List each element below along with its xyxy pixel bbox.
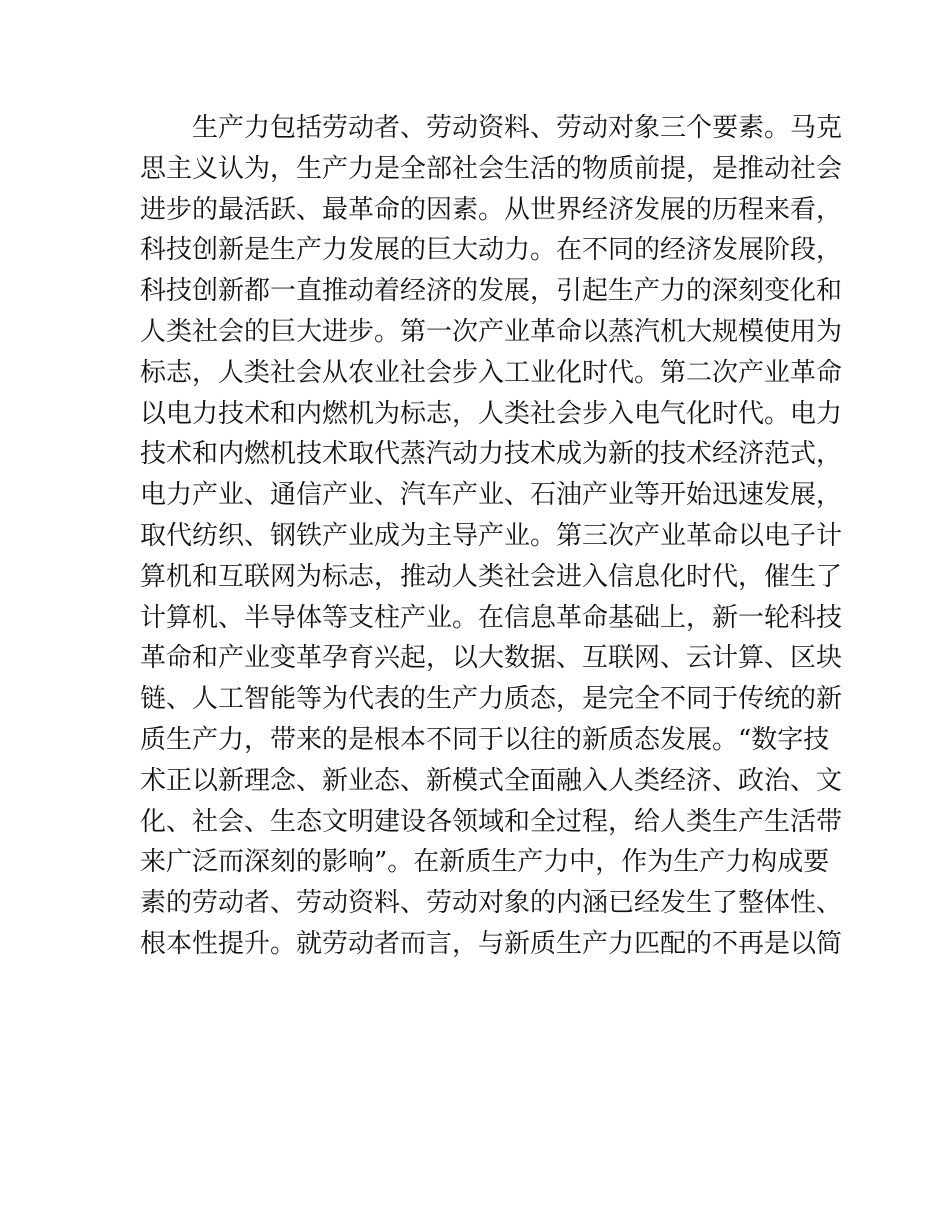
paragraph-line-21: 根本性提升。就劳动者而言，与新质生产力匹配的不再是以简	[140, 928, 843, 959]
paragraph-line-6: 人类社会的巨大进步。第一次产业革命以蒸汽机大规模使用为	[140, 316, 843, 347]
paragraph-line-19: 来广泛而深刻的影响”。在新质生产力中，作为生产力构成要	[140, 847, 830, 878]
paragraph-line-16: 质生产力，带来的是根本不同于以往的新质态发展。“数字技	[140, 724, 830, 755]
paragraph-line-14: 革命和产业变革孕育兴起，以大数据、互联网、云计算、区块	[140, 643, 843, 674]
paragraph-line-2: 思主义认为，生产力是全部社会生活的物质前提，是推动社会	[140, 153, 843, 184]
paragraph-line-20: 素的劳动者、劳动资料、劳动对象的内涵已经发生了整体性、	[140, 888, 843, 919]
paragraph-line-10: 电力产业、通信产业、汽车产业、石油产业等开始迅速发展，	[140, 480, 843, 511]
paragraph-line-11: 取代纺织、钢铁产业成为主导产业。第三次产业革命以电子计	[140, 520, 843, 551]
paragraph-line-3: 进步的最活跃、最革命的因素。从世界经济发展的历程来看，	[140, 194, 843, 225]
paragraph-line-13: 计算机、半导体等支柱产业。在信息革命基础上，新一轮科技	[140, 602, 843, 633]
paragraph-line-7: 标志，人类社会从农业社会步入工业化时代。第二次产业革命	[140, 357, 843, 388]
paragraph-line-9: 技术和内燃机技术取代蒸汽动力技术成为新的技术经济范式，	[140, 439, 843, 470]
paragraph-line-5: 科技创新都一直推动着经济的发展，引起生产力的深刻变化和	[140, 276, 843, 307]
paragraph-line-17: 术正以新理念、新业态、新模式全面融入人类经济、政治、文	[140, 765, 843, 796]
body-paragraph	[140, 108, 843, 965]
paragraph-line-18: 化、社会、生态文明建设各领域和全过程，给人类生产生活带	[140, 806, 843, 837]
paragraph-line-15: 链、人工智能等为代表的生产力质态，是完全不同于传统的新	[140, 684, 843, 715]
paragraph-line-12: 算机和互联网为标志，推动人类社会进入信息化时代，催生了	[140, 561, 843, 592]
paragraph-line-1: 生产力包括劳动者、劳动资料、劳动对象三个要素。马克	[192, 113, 843, 143]
paragraph-line-4: 科技创新是生产力发展的巨大动力。在不同的经济发展阶段，	[140, 235, 843, 266]
paragraph-line-8: 以电力技术和内燃机为标志，人类社会步入电气化时代。电力	[140, 398, 843, 429]
